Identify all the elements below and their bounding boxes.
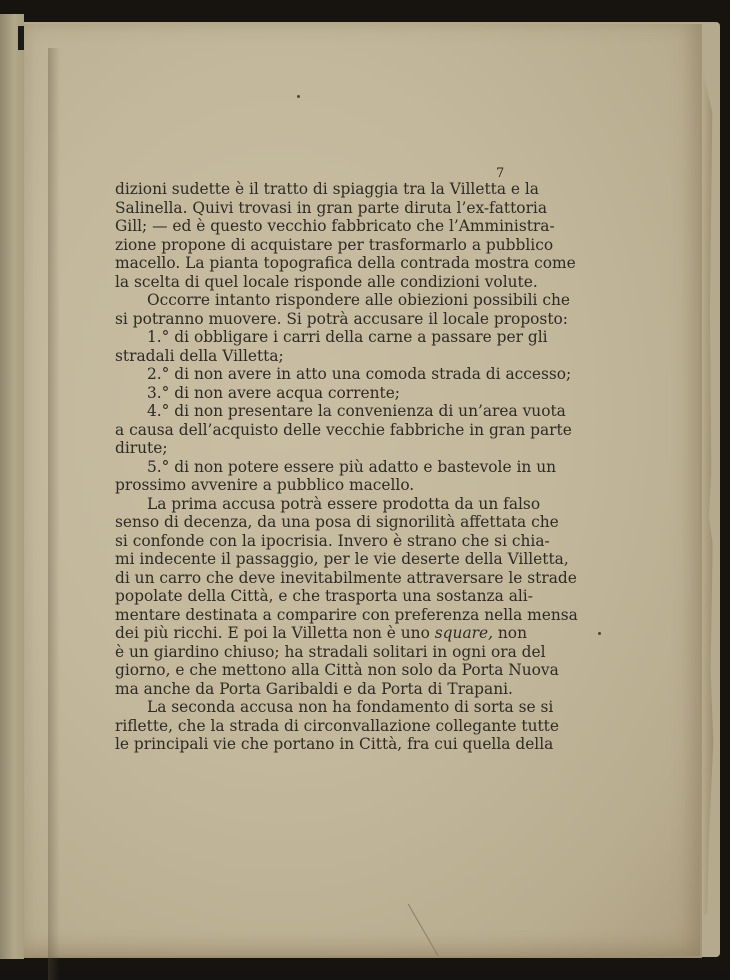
text-line: mentare destinata a comparire con preferenza nella mensa (115, 605, 578, 624)
text-line: La seconda accusa non ha fondamento di sorta se si (147, 698, 554, 716)
text-line (115, 624, 527, 643)
text-line: è un giardino chiuso; ha stradali solitari in ogni ora del (115, 642, 546, 661)
text-fragment: non (497, 624, 527, 642)
text-line: Gill; — ed è questo vecchio fabbricato che l’Amministra- (115, 217, 555, 235)
text-line: Occorre intanto rispondere alle obiezioni possibili che (147, 291, 570, 309)
text-line: mi indecente il passaggio, per le vie deserte della Villetta, (115, 550, 569, 568)
text-line: riflette, che la strada di circonvallazione collegante tutte (115, 716, 559, 735)
text-line: macello. La pianta topografica della contrada mostra come (115, 254, 576, 272)
text-line: la scelta di quel locale risponde alle condizioni volute. (115, 272, 538, 291)
text-line: Salinella. Quivi trovasi in gran parte diruta l’ex-fattoria (115, 198, 548, 217)
body-text (115, 180, 578, 754)
paper-speck (297, 95, 300, 98)
list-item: 1.° di obbligare i carri della carne a passare per gli (147, 328, 548, 346)
left-page-edge (0, 14, 24, 959)
text-line: a causa dell’acquisto delle vecchie fabbriche in gran parte (115, 420, 572, 439)
list-item: 4.° di non presentare la convenienza di un’area vuota (147, 402, 566, 420)
text-line: dizioni sudette è il tratto di spiaggia tra la Villetta e la (115, 180, 539, 198)
text-line: senso di decenza, da una posa di signorilità affettata che (115, 513, 559, 531)
text-line: si potranno muovere. Si potrà accusare il locale proposto: (115, 309, 568, 328)
text-line: stradali della Villetta; (115, 346, 284, 365)
text-line: prossimo avvenire a pubblico macello. (115, 476, 415, 494)
text-line: si confonde con la ipocrisia. Invero è strano che si chia- (115, 531, 550, 550)
text-line: le principali vie che portano in Città, fra cui quella della (115, 735, 554, 753)
list-item: 5.° di non potere essere più adatto e bastevole in un (147, 457, 557, 476)
text-line: zione propone di acquistare per trasformarlo a pubblico (115, 235, 554, 254)
list-item: 3.° di non avere acqua corrente; (147, 383, 400, 402)
text-line: La prima accusa potrà essere prodotta da un falso (147, 494, 541, 513)
page-number: 7 (496, 166, 505, 181)
text-fragment: dei più ricchi. E poi la Villetta non è uno (115, 624, 430, 642)
text-line: popolate della Città, e che trasporta una sostanza ali- (115, 587, 533, 605)
text-line: dirute; (115, 439, 168, 457)
text-line: di un carro che deve inevitabilmente attraversare le strade (115, 568, 577, 587)
italic-word: square, (434, 624, 493, 642)
paper-speck (598, 632, 601, 635)
text-line: ma anche da Porta Garibaldi e da Porta di Trapani. (115, 679, 513, 698)
text-line: giorno, e che mettono alla Città non solo da Porta Nuova (115, 661, 559, 679)
list-item: 2.° di non avere in atto una comoda strada di accesso; (147, 365, 572, 383)
page-fold-shadow (48, 48, 60, 980)
